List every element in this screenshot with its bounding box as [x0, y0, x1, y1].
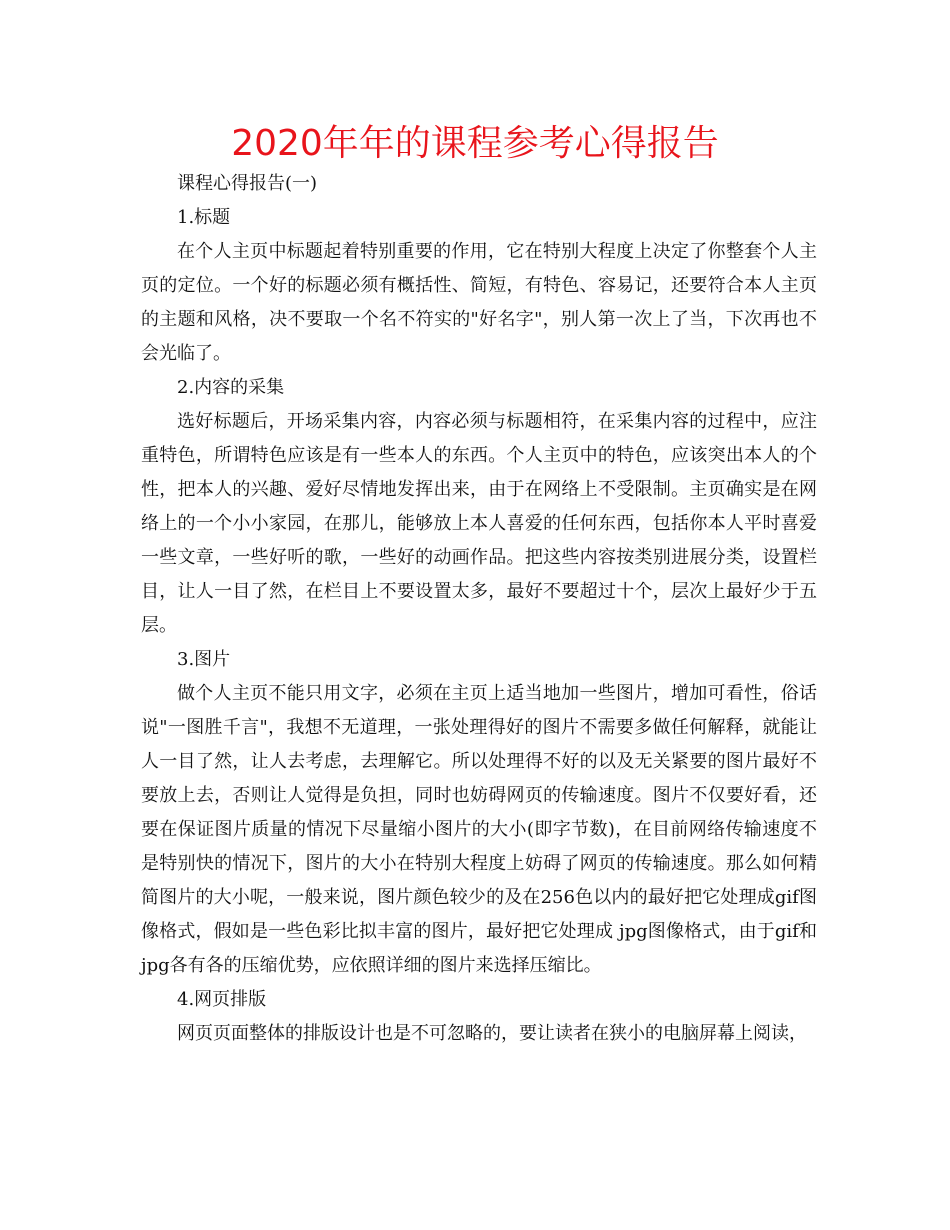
section-paragraph-title: 在个人主页中标题起着特别重要的作用，它在特别大程度上决定了你整套个人主页的定位。一个好的标题必须有概括性、简短，有特色、容易记，还要符合本人主页的主题和风格，决不要取一个名不符实的"好名字"，别人第一次上了当，下次再也不会光临了。	[141, 241, 817, 364]
section-heading-content: 2.内容的采集	[177, 377, 285, 398]
section-heading-title: 1.标题	[177, 207, 231, 228]
document-body	[141, 167, 817, 1051]
section-heading-images: 3.图片	[177, 649, 231, 670]
document-subtitle: 课程心得报告(一)	[177, 173, 318, 194]
section-paragraph-images: 做个人主页不能只用文字，必须在主页上适当地加一些图片，增加可看性，俗话说"一图胜千言"，我想不无道理，一张处理得好的图片不需要多做任何解释，就能让人一目了然，让人去考虑，去理解它。所以处理得不好的以及无关紧要的图片最好不要放上去，否则让人觉得是负担，同时也妨碍网页的传输速度。图片不仅要好看，还要在保证图片质量的情况下尽量缩小图片的大小(即字节数)，在目前网络传输速度不是特别快的情况下，图片的大小在特别大程度上妨碍了网页的传输速度。那么如何精简图片的大小呢，一般来说，图片颜色较少的及在256色以内的最好把它处理成gif图像格式，假如是一些色彩比拟丰富的图片，最好把它处理成 jpg图像格式，由于gif和jpg各有各的压缩优势，应依照详细的图片来选择压缩比。	[141, 683, 817, 976]
section-paragraph-layout: 网页页面整体的排版设计也是不可忽略的，要让读者在狭小的电脑屏幕上阅读，	[177, 1023, 807, 1044]
document-title: 2020年年的课程参考心得报告	[231, 123, 719, 164]
section-heading-layout: 4.网页排版	[177, 989, 267, 1010]
section-paragraph-content: 选好标题后，开场采集内容，内容必须与标题相符，在采集内容的过程中，应注重特色，所谓特色应该是有一些本人的东西。个人主页中的特色，应该突出本人的个性，把本人的兴趣、爱好尽情地发挥出来，由于在网络上不受限制。主页确实是在网络上的一个小小家园，在那儿，能够放上本人喜爱的任何东西，包括你本人平时喜爱一些文章，一些好听的歌，一些好的动画作品。把这些内容按类别进展分类，设置栏目，让人一目了然，在栏目上不要设置太多，最好不要超过十个，层次上最好少于五层。	[141, 411, 817, 636]
